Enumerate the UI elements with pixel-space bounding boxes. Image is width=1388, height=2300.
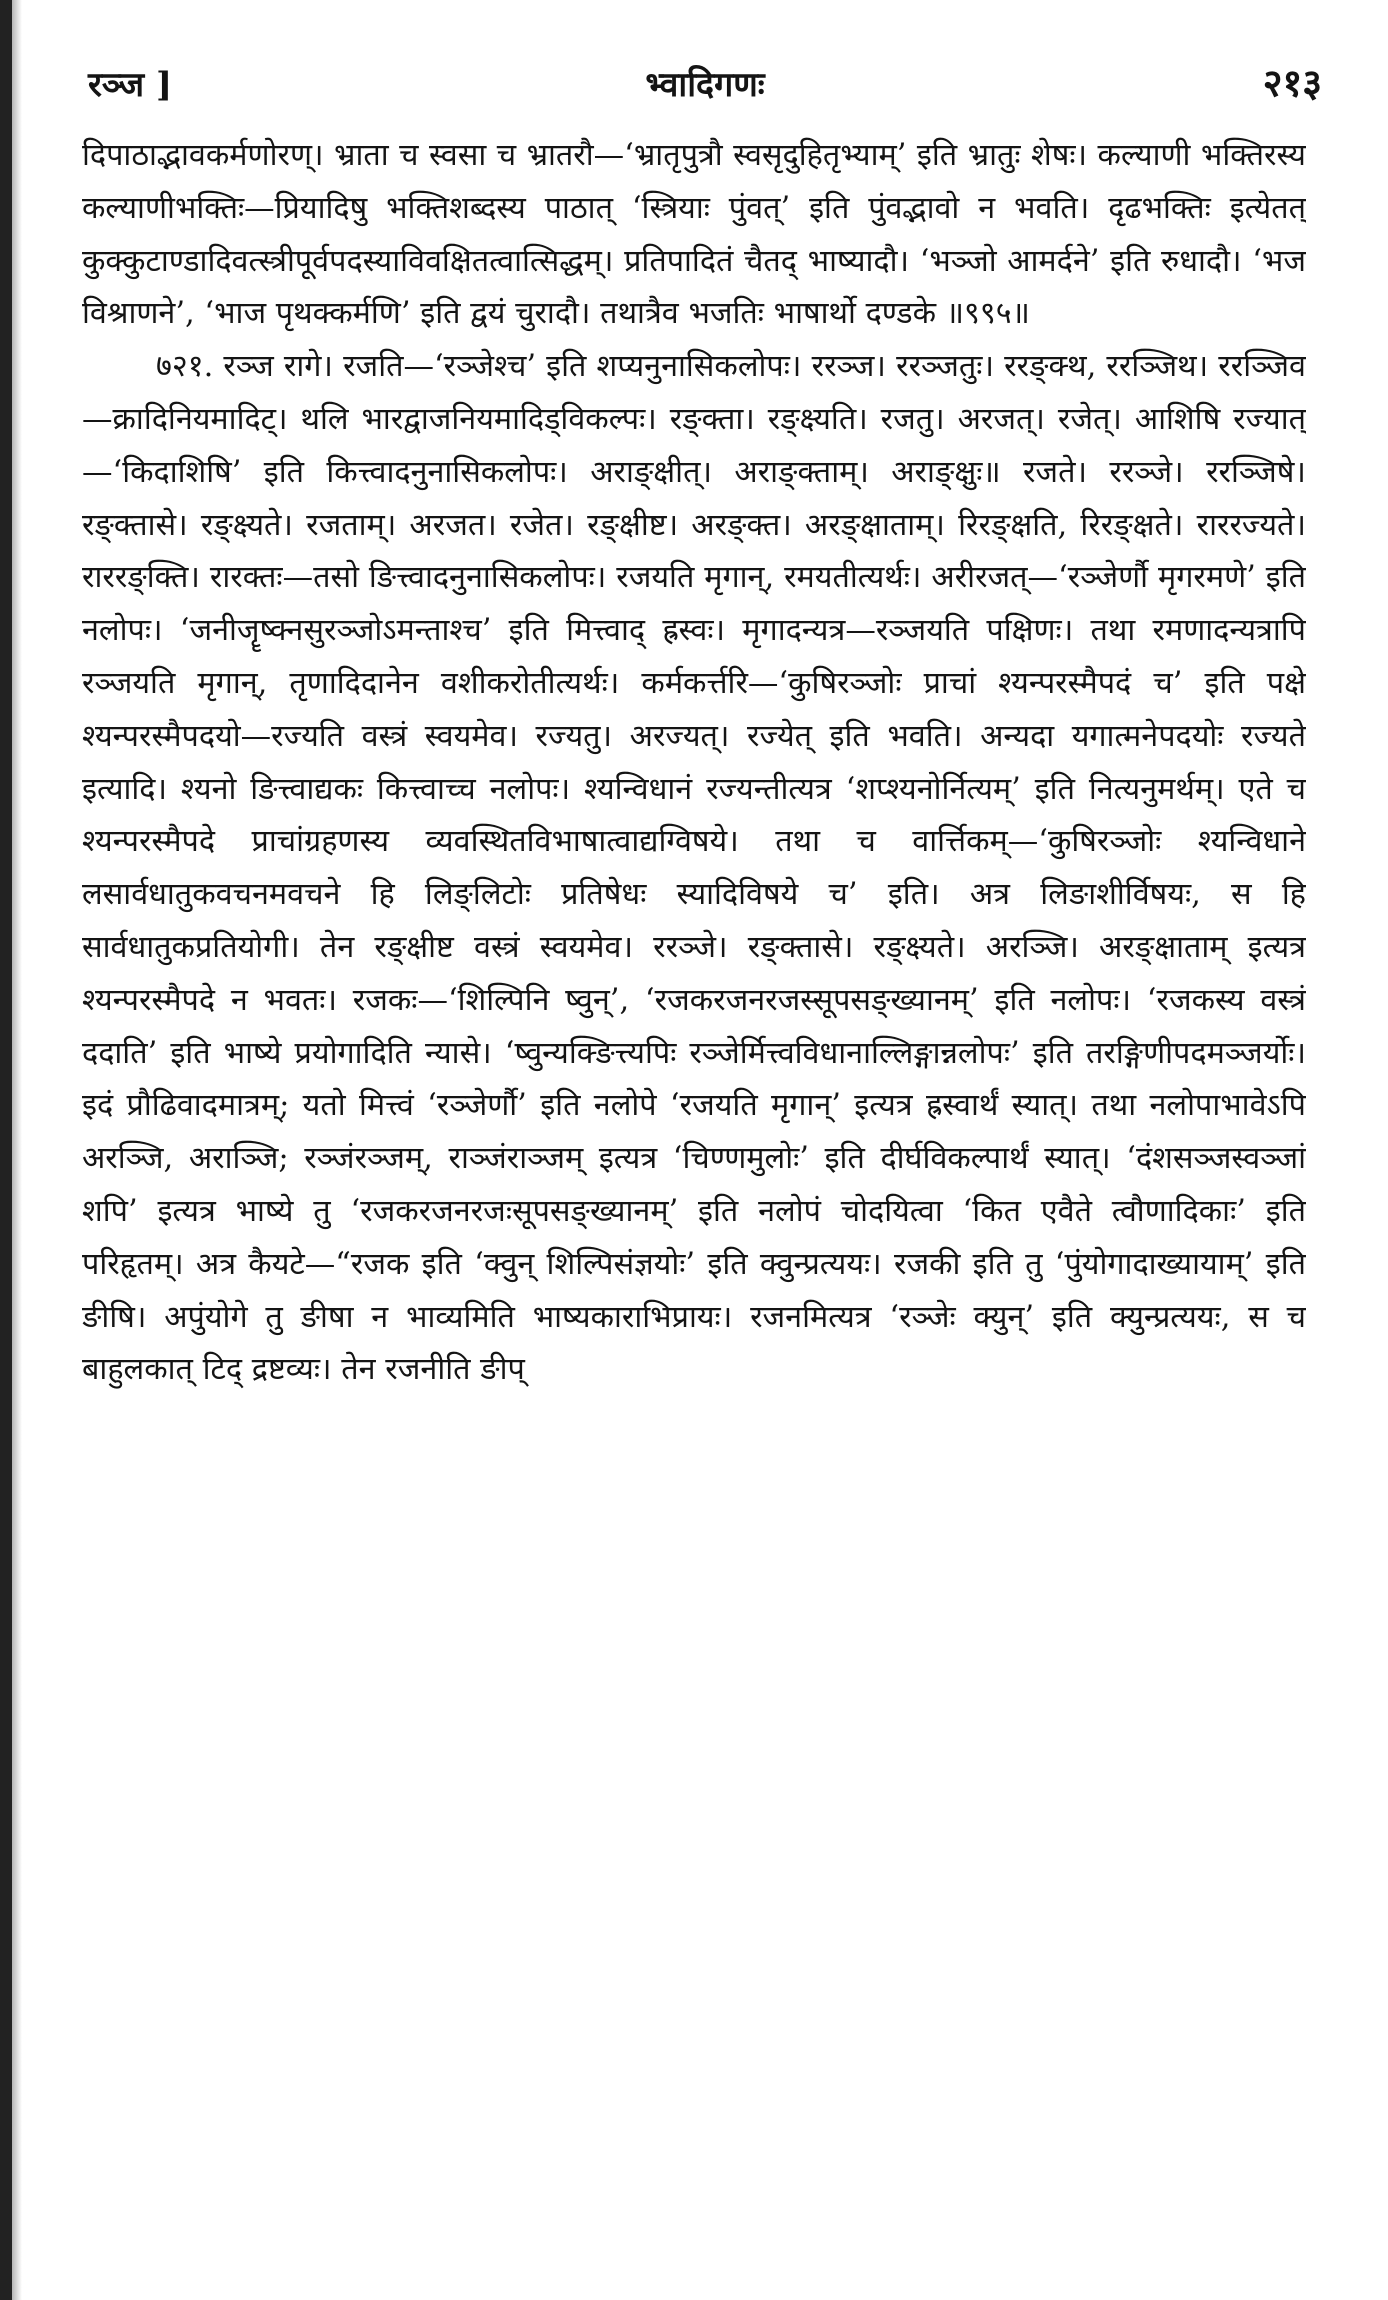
page-edge-shading [12,0,22,2300]
paragraph-entry-721: ७२१. रञ्ज रागे। रजति—‘रञ्जेश्च’ इति शप्यनुनासिकलोपः। ररञ्ज। ररञ्जतुः। ररङ्क्थ, ररञ्जिथ। ररञ्जिव—क्रादिनियमादिट्। थलि भारद्वाजनियमादिड्विकल्पः। रङ्क्ता। रङ्क्ष्यति। रजतु। अरजत्। रजेत्। आशिषि रज्यात्—‘किदाशिषि’ इति कित्त्वादनुनासिकलोपः। अराङ्क्षीत्। अराङ्क्ताम्। अराङ्क्षुः॥ रजते। ररञ्जे। ररञ्जिषे। रङ्क्तासे। रङ्क्ष्यते। रजताम्। अरजत। रजेत। रङ्क्षीष्ट। अरङ्क्त। अरङ्क्षाताम्। रिरङ्क्षति, रिरङ्क्षते। राररज्यते। राररङ्क्ति। रारक्तः—तसो ङित्त्वादनुनासिकलोपः। रजयति मृगान्, रमयतीत्यर्थः। अरीरजत्—‘रञ्जेर्णौ मृगरमणे’ इति नलोपः। ‘जनीजॄष्क्नसुरञ्जोऽमन्ताश्च’ इति मित्त्वाद् ह्रस्वः। मृगादन्यत्र—रञ्जयति पक्षिणः। तथा रमणादन्यत्रापि रञ्जयति मृगान्, तृणादिदानेन वशीकरोतीत्यर्थः। कर्मकर्त्तरि—‘कुषिरञ्जोः प्राचां श्यन्परस्मैपदं च’ इति पक्षे श्यन्परस्मैपदयो—रज्यति वस्त्रं स्वयमेव। रज्यतु। अरज्यत्। रज्येत् इति भवति। अन्यदा यगात्मनेपदयोः रज्यते इत्यादि। श्यनो ङित्त्वाद्यकः कित्त्वाच्च नलोपः। श्यन्विधानं रज्यन्तीत्यत्र ‘शप्श्यनोर्नित्यम्’ इति नित्यनुमर्थम्। एते च श्यन्परस्मैपदे प्राचांग्रहणस्य व्यवस्थितविभाषात्वाद्यग्विषये। तथा च वार्त्तिकम्—‘कुषिरञ्जोः श्यन्विधाने लसार्वधातुकवचनमवचने हि लिङ्लिटोः प्रतिषेधः स्यादिविषये च’ इति। अत्र लिङाशीर्विषयः, स हि सार्वधातुकप्रतियोगी। तेन रङ्क्षीष्ट वस्त्रं स्वयमेव। ररञ्जे। रङ्क्तासे। रङ्क्ष्यते। अरञ्जि। अरङ्क्षाताम् इत्यत्र श्यन्परस्मैपदे न भवतः। रजकः—‘शिल्पिनि ष्वुन्’, ‘रजकरजनरजस्सूपसङ्ख्यानम्’ इति नलोपः। ‘रजकस्य वस्त्रं ददाति’ इति भाष्ये प्रयोगादिति न्यासे। ‘ष्वुन्यक्ङित्त्यपिः रञ्जेर्मित्त्वविधानाल्लिङ्गान्नलोपः’ इति तरङ्गिणीपदमञ्जर्योः। इदं प्रौढिवादमात्रम्; यतो मित्त्वं ‘रञ्जेर्णौ’ इति नलोपे ‘रजयति मृगान्’ इत्यत्र ह्रस्वार्थं स्यात्। तथा नलोपाभावेऽपि अरञ्जि, अराञ्जि; रञ्जंरञ्जम्, राञ्जंराञ्जम् इत्यत्र ‘चिण्णमुलोः’ इति दीर्घविकल्पार्थं स्यात्। ‘दंशसञ्जस्वञ्जां शपि’ इत्यत्र भाष्ये तु ‘रजकरजनरजःसूपसङ्ख्यानम्’ इति नलोपं चोदयित्वा ‘कित एवैते त्वौणादिकाः’ इति परिहृतम्। अत्र कैयटे—“रजक इति ‘क्वुन् शिल्पिसंज्ञयोः’ इति क्वुन्प्रत्ययः। रजकी इति तु ‘पुंयोगादाख्यायाम्’ इति ङीषि। अपुंयोगे तु ङीषा न भाव्यमिति भाष्यकाराभिप्रायः। रजनमित्यत्र ‘रञ्जेः क्युन्’ इति क्युन्प्रत्ययः, स च बाहुलकात् टिद् द्रष्टव्यः। तेन रजनीति ङीप् [82,349,1306,1388]
page-number: २१३ [1262,60,1322,105]
page-body [82,130,1306,2150]
page-header [88,52,1322,112]
header-section-title: भ्वादिगणः [645,65,765,105]
header-root-label: रञ्ज ] [88,65,173,105]
paragraph-continuation: दिपाठाद्भावकर्मणोरण्। भ्राता च स्वसा च भ्रातरौ—‘भ्रातृपुत्रौ स्वसृदुहितृभ्याम्’ इति भ्रातुः शेषः। कल्याणी भक्तिरस्य कल्याणीभक्तिः—प्रियादिषु भक्तिशब्दस्य पाठात् ‘स्त्रियाः पुंवत्’ इति पुंवद्भावो न भवति। दृढभक्तिः इत्येतत् कुक्कुटाण्डादिवत्स्त्रीपूर्वपदस्याविवक्षितत्वात्सिद्धम्। प्रतिपादितं चैतद् भाष्यादौ। ‘भञ्जो आमर्दने’ इति रुधादौ। ‘भज विश्राणने’, ‘भाज पृथक्कर्मणि’ इति द्वयं चुरादौ। तथात्रैव भजतिः भाषार्थो दण्डके ॥९९५॥ [82,138,1306,332]
book-binding-shadow [0,0,12,2300]
